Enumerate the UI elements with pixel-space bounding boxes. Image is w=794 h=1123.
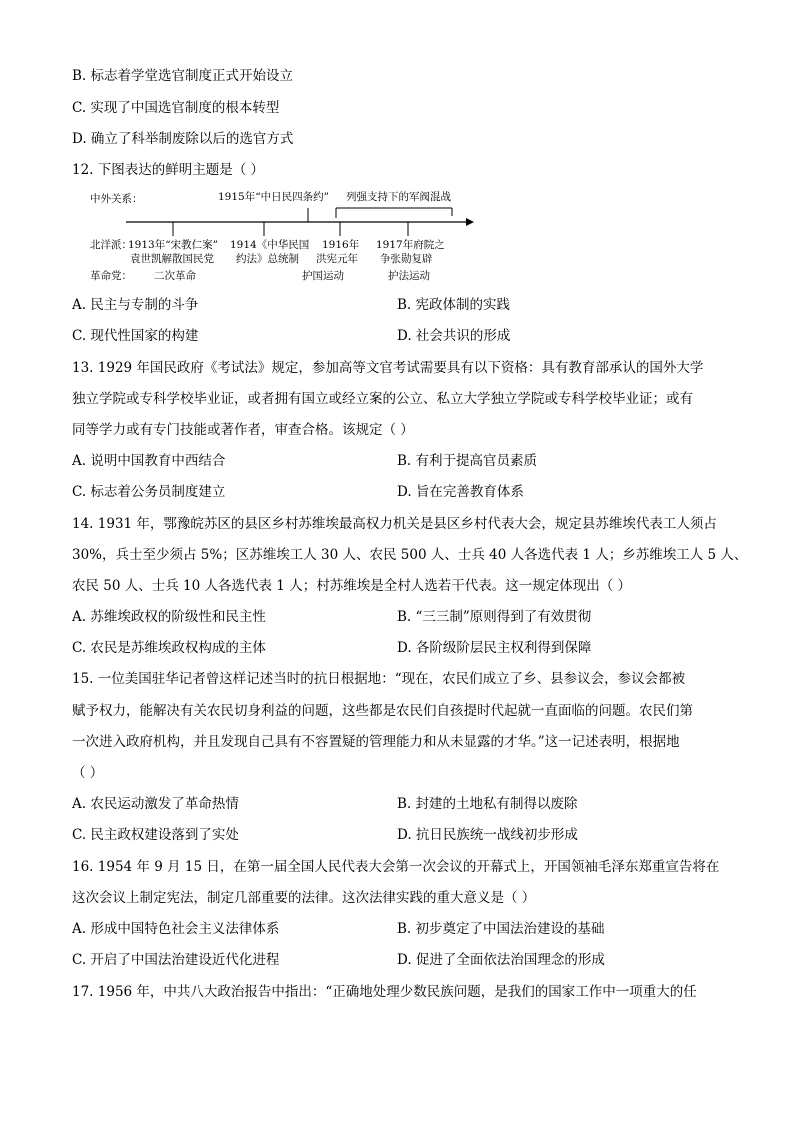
- q13-stem-line2: 独立学院或专科学校毕业证，或者拥有国立或经立案的公立、私立大学独立学院或专科学校毕业证；或有: [72, 391, 693, 407]
- q12-option-c: C. 现代性国家的构建: [72, 328, 199, 344]
- timeline-label-revo: 革命党：: [90, 270, 132, 282]
- q17-stem-line1: 17. 1956 年，中共八大政治报告中指出：“正确地处理少数民族问题，是我们的国家工作中一项重大的任: [72, 984, 697, 1000]
- event-1913-line2: 袁世凯解散国民党: [130, 253, 214, 265]
- q15-option-c: C. 民主政权建设落到了实处: [72, 827, 239, 843]
- event-1916-line1: 1916年: [322, 239, 360, 251]
- q15-option-d: D. 抗日民族统一战线初步形成: [397, 827, 578, 843]
- q14-stem-line3: 农民 50 人、士兵 10 人各选代表 1 人；村苏维埃是全村人选若干代表。这一规定体现出（ ）: [72, 578, 631, 594]
- q13-stem-line3: 同等学力或有专门技能或著作者，审查合格。该规定（ ）: [72, 422, 414, 438]
- q11-option-b: B. 标志着学堂选官制度正式开始设立: [72, 68, 294, 84]
- revo-event-1: 二次革命: [154, 270, 196, 282]
- q15-stem-line4: （ ）: [72, 765, 104, 781]
- q12-timeline-diagram: [70, 186, 490, 288]
- timeline-warlord-label: 列强支持下的军阀混战: [346, 191, 451, 203]
- q15-stem-line3: 一次进入政府机构，并且发现自己具有不容置疑的管理能力和从未显露的才华。”这一记述表明，根据地: [72, 734, 680, 750]
- q13-option-c: C. 标志着公务员制度建立: [72, 484, 226, 500]
- q15-option-a: A. 农民运动激发了革命热情: [72, 796, 239, 812]
- q16-option-c: C. 开启了中国法治建设近代化进程: [72, 952, 280, 968]
- q12-stem: 12. 下图表达的鲜明主题是（ ）: [72, 162, 265, 178]
- q16-option-b: B. 初步奠定了中国法治建设的基础: [397, 921, 605, 937]
- q14-option-d: D. 各阶级阶层民主权利得到保障: [397, 640, 592, 656]
- timeline-treaty-label: 1915年“中日民四条约”: [218, 191, 329, 203]
- timeline-label-foreign: 中外关系：: [90, 193, 143, 205]
- q16-stem-line2: 这次会议上制定宪法，制定几部重要的法律。这次法律实践的重大意义是（ ）: [72, 890, 536, 906]
- q12-option-b: B. 宪政体制的实践: [397, 297, 511, 313]
- revo-event-3: 护法运动: [388, 270, 430, 282]
- q16-option-a: A. 形成中国特色社会主义法律体系: [72, 921, 280, 937]
- q14-stem-line1: 14. 1931 年，鄂豫皖苏区的县区乡村苏维埃最高权力机关是县区乡村代表大会，规定县苏维埃代表工人须占: [72, 516, 717, 532]
- event-1916-line2: 洪宪元年: [316, 253, 358, 265]
- q15-option-b: B. 封建的土地私有制得以废除: [397, 796, 578, 812]
- q15-stem-line2: 赋予权力，能解决有关农民切身利益的问题，这些都是农民们自孩提时代起就一直面临的问题。农民们第: [72, 703, 693, 719]
- event-1914-line1: 1914《中华民国: [230, 239, 310, 251]
- event-1914-line2: 约法》总统制: [236, 253, 299, 265]
- q13-option-d: D. 旨在完善教育体系: [397, 484, 524, 500]
- q16-option-d: D. 促进了全面依法治国理念的形成: [397, 952, 605, 968]
- timeline-label-beiyang: 北洋派：: [90, 239, 132, 251]
- q14-option-c: C. 农民是苏维埃政权构成的主体: [72, 640, 266, 656]
- event-1917-line1: 1917年府院之: [376, 239, 445, 251]
- q13-option-b: B. 有利于提高官员素质: [397, 453, 538, 469]
- q15-stem-line1: 15. 一位美国驻华记者曾这样记述当时的抗日根据地：“现在，农民们成立了乡、县参议会，参议会都被: [72, 671, 686, 687]
- q11-option-c: C. 实现了中国选官制度的根本转型: [72, 100, 280, 116]
- q12-option-a: A. 民主与专制的斗争: [72, 297, 199, 313]
- event-1913-line1: 1913年“宋教仁案”: [128, 239, 218, 251]
- timeline-arrow: [466, 218, 474, 226]
- q14-option-b: B. “三三制”原则得到了有效贯彻: [397, 609, 592, 625]
- q14-option-a: A. 苏维埃政权的阶级性和民主性: [72, 609, 266, 625]
- q13-option-a: A. 说明中国教育中西结合: [72, 453, 226, 469]
- revo-event-2: 护国运动: [302, 270, 344, 282]
- q14-stem-line2: 30%，兵士至少须占 5%；区苏维埃工人 30 人、农民 500 人、士兵 40 人各选代表 1 人；乡苏维埃工人 5 人、: [72, 547, 748, 563]
- q12-option-d: D. 社会共识的形成: [397, 328, 511, 344]
- q11-option-d: D. 确立了科举制废除以后的选官方式: [72, 131, 294, 147]
- q13-stem-line1: 13. 1929 年国民政府《考试法》规定，参加高等文官考试需要具有以下资格：具有教育部承认的国外大学: [72, 360, 704, 376]
- event-1917-line2: 争张勋复辟: [380, 253, 433, 265]
- q16-stem-line1: 16. 1954 年 9 月 15 日，在第一届全国人民代表大会第一次会议的开幕式上，开国领袖毛泽东郑重宣告将在: [72, 859, 720, 875]
